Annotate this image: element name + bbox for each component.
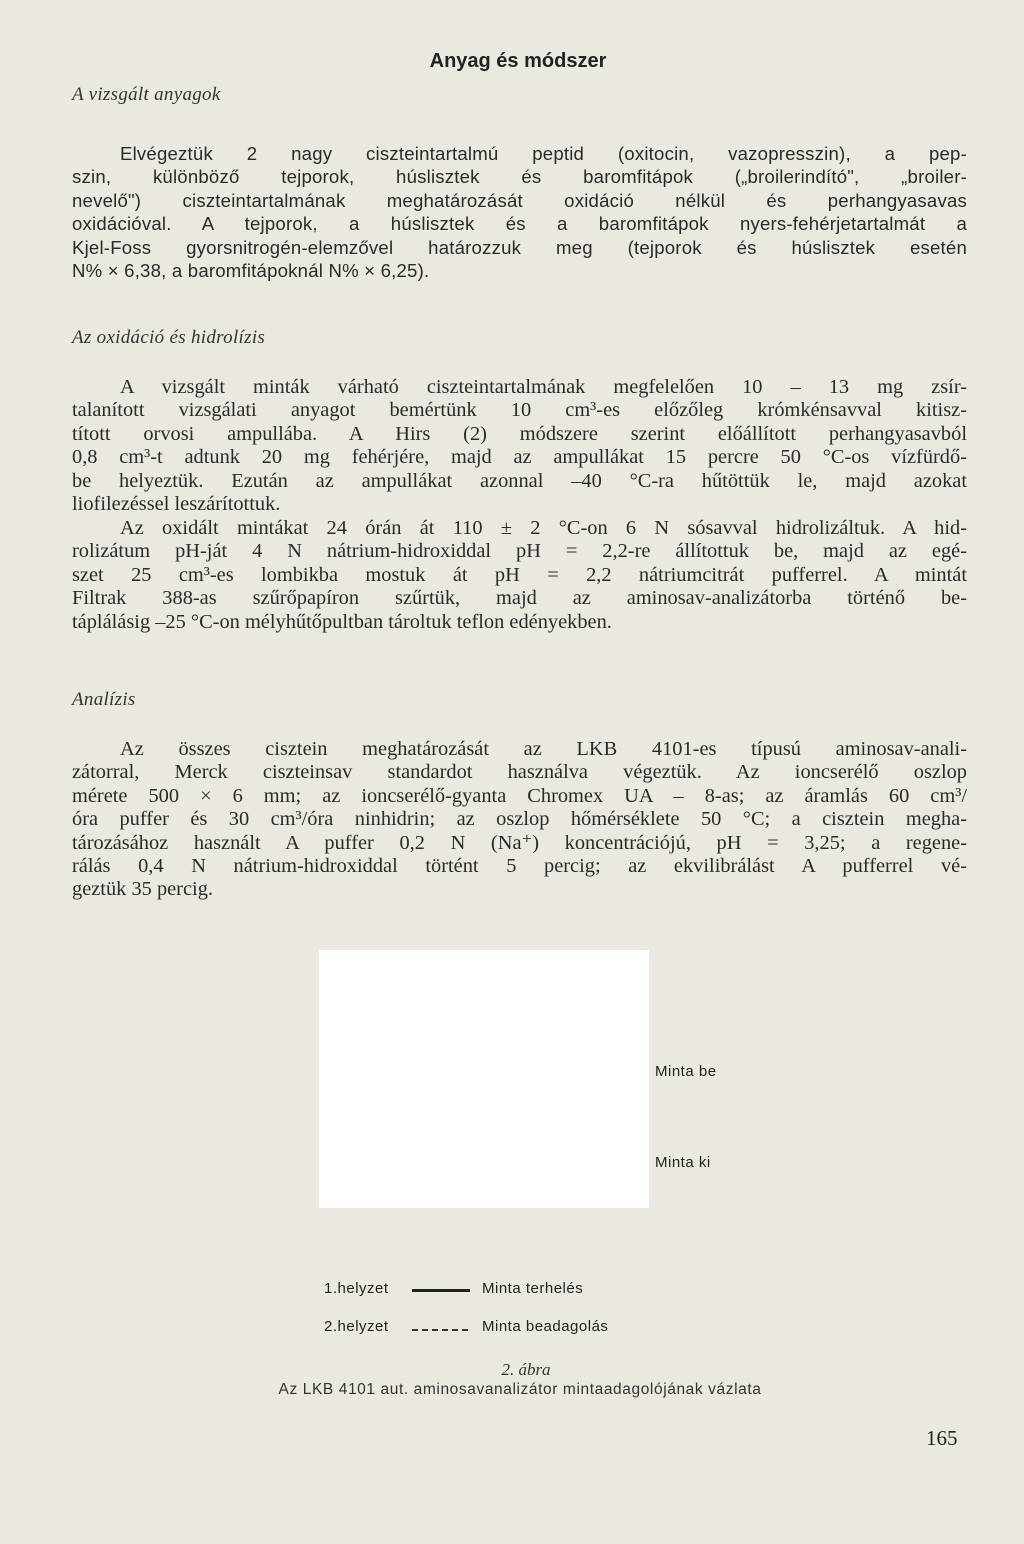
text-line: oxidációval. A tejporok, a húslisztek és a baromfitápok nyers-fehérjetartalmát a (72, 213, 967, 235)
text-line: Kjel-Foss gyorsnitrogén-elemzővel határozzuk meg (tejporok és húslisztek esetén (72, 236, 967, 258)
text-line: szet 25 cm³-es lombikba mostuk át pH = 2,2 nátriumcitrát pufferrel. A mintát (72, 563, 967, 586)
subsection-heading-analysis: Analízis (72, 689, 136, 710)
subsection-heading-oxidation: Az oxidáció és hidrolízis (72, 327, 266, 348)
legend-position-1: 1.helyzet (324, 1280, 389, 1297)
paragraph-analysis (72, 738, 967, 902)
legend-solid-line (412, 1289, 470, 1292)
text-line: Az összes cisztein meghatározását az LKB 4101-es típusú aminosav-anali- (120, 738, 967, 760)
text-line: tított orvosi ampullába. A Hirs (2) módszere szerint előállított perhangyasavból (72, 422, 967, 445)
text-line: táplálásig –25 °C-on mélyhűtőpultban tároltuk teflon edényekben. (72, 610, 612, 633)
figure-label-sample-in: Minta be (655, 1063, 717, 1080)
text-line: mérete 500 × 6 mm; az ioncserélő-gyanta Chromex UA – 8-as; az áramlás 60 cm³/ (72, 784, 967, 807)
text-line: be helyeztük. Ezután az ampullákat azonnal –40 °C-ra hűtöttük le, majd azokat (72, 469, 967, 492)
text-line: liofilezéssel leszárítottuk. (72, 493, 281, 516)
figure-label-sample-out: Minta ki (655, 1154, 711, 1171)
text-line: 0,8 cm³-t adtunk 20 mg fehérjére, majd az ampullákat 15 percre 50 °C-os vízfürdő- (72, 446, 967, 469)
legend-meaning-2: Minta beadagolás (482, 1318, 609, 1335)
text-line: rolizátum pH-ját 4 N nátrium-hidroxiddal pH = 2,2-re állítottuk be, majd az egé- (72, 540, 967, 563)
figure-diagram-area (319, 950, 649, 1208)
paragraph-materials (72, 142, 967, 282)
subsection-heading-materials: A vizsgált anyagok (72, 84, 221, 105)
text-line: óra puffer és 30 cm³/óra ninhidrin; az oszlop hőmérséklete 50 °C; a cisztein megha- (72, 808, 967, 831)
section-title: Anyag és módszer (429, 50, 607, 72)
text-line: N% × 6,38, a baromfitápoknál N% × 6,25). (72, 260, 430, 282)
legend-meaning-1: Minta terhelés (482, 1280, 584, 1297)
text-line: tározásához használt A puffer 0,2 N (Na⁺) koncentrációjú, pH = 3,25; a regene- (72, 831, 967, 854)
paragraph-oxidation-2 (72, 517, 967, 634)
page-number: 165 (926, 1426, 958, 1450)
text-line: geztük 35 percig. (72, 878, 213, 901)
legend-position-2: 2.helyzet (324, 1318, 389, 1335)
text-line: nevelő") ciszteintartalmának meghatározását oxidáció nélkül és perhangyasavas (72, 189, 967, 211)
text-line: rálás 0,4 N nátrium-hidroxiddal történt 5 percig; az ekvilibrálást A pufferrel vé- (72, 855, 967, 878)
text-line: Elvégeztük 2 nagy ciszteintartalmú peptid (oxitocin, vazopresszin), a pep- (120, 143, 967, 164)
text-line: Az oxidált mintákat 24 órán át 110 ± 2 °C-on 6 N sósavval hidrolizáltuk. A hid- (120, 517, 967, 539)
text-line: A vizsgált minták várható ciszteintartalmának megfelelően 10 – 13 mg zsír- (120, 376, 967, 398)
text-line: Filtrak 388-as szűrőpapíron szűrtük, majd az aminosav-analizátorba történő be- (72, 587, 967, 610)
paragraph-oxidation-1 (72, 376, 967, 516)
figure-caption-text: Az LKB 4101 aut. aminosavanalizátor mintaadagolójának vázlata (278, 1381, 762, 1398)
text-line: talanított vizsgálati anyagot bemértünk 10 cm³-es előzőleg krómkénsavval kitisz- (72, 399, 967, 422)
text-line: szin, különböző tejporok, húslisztek és baromfitápok („broilerindító", „broiler- (72, 166, 967, 188)
text-line: zátorral, Merck ciszteinsav standardot használva végeztük. Az ioncserélő oszlop (72, 761, 967, 784)
legend-dashed-line (412, 1329, 468, 1331)
figure-caption-number: 2. ábra (501, 1360, 551, 1379)
